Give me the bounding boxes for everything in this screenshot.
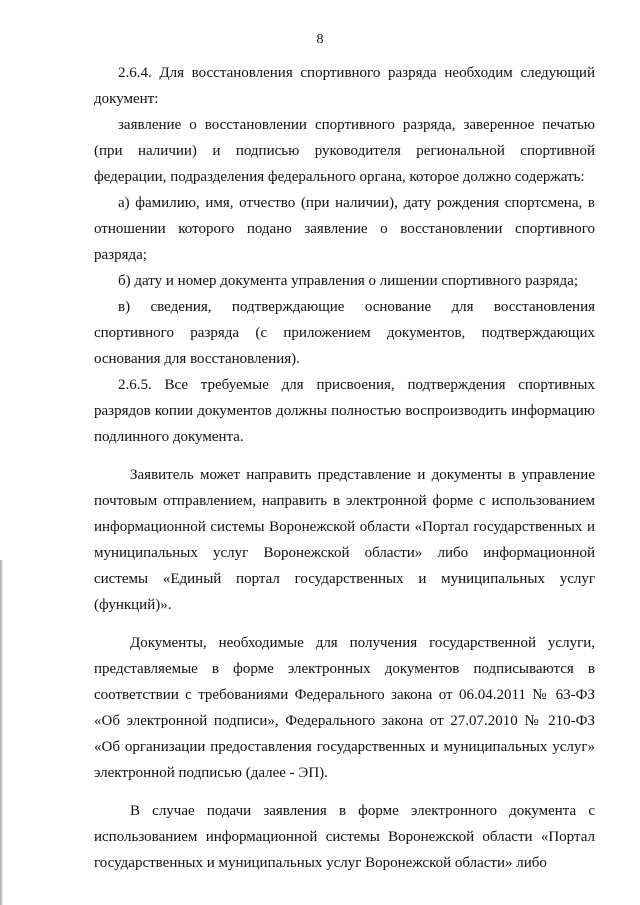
paragraph-2-6-5: 2.6.5. Все требуемые для присвоения, подтверждения спортивных разрядов копии документов должны полностью воспроизводить информацию подлинного документа. (94, 377, 595, 445)
list-item-b: б) дату и номер документа управления о лишении спортивного разряда; (118, 273, 579, 289)
paragraph-application-requirements: заявление о восстановлении спортивного разряда, заверенное печатью (при наличии) и подписью руководителя региональной спортивной федерации, подразделения федерального органа, которое должно содержать: (94, 117, 595, 185)
scan-edge-shadow (0, 560, 3, 905)
paragraph-2-6-4: 2.6.4. Для восстановления спортивного разряда необходим следующий документ: (94, 65, 595, 107)
list-item-a: а) фамилию, имя, отчество (при наличии), дату рождения спортсмена, в отношении которого подано заявление о восстановлении спортивного разряда; (94, 195, 595, 263)
paragraph-applicant-submission: Заявитель может направить представление и документы в управление почтовым отправлением, направить в электронной форме с использованием информационной системы Воронежской области «Портал государственных и муниципальных услуг Воронежской области» либо информационной системы «Единый портал государственных и муниципальных услуг (функций)». (94, 467, 595, 613)
document-body (94, 60, 595, 876)
list-item-v: в) сведения, подтверждающие основание для восстановления спортивного разряда (с приложением документов, подтверждающих основания для восстановления). (94, 299, 595, 367)
paragraph-electronic-application: В случае подачи заявления в форме электронного документа с использованием информационной системы Воронежской области «Портал государственных и муниципальных услуг Воронежской области» либо (94, 803, 595, 871)
page-number: 8 (316, 32, 324, 47)
paragraph-electronic-documents: Документы, необходимые для получения государственной услуги, представляемые в форме электронных документов подписываются в соответствии с требованиями Федерального закона от 06.04.2011 № 63-ФЗ «Об электронной подписи», Федерального закона от 27.07.2010 № 210-ФЗ «Об организации предоставления государственных и муниципальных услуг» электронной подписью (далее - ЭП). (94, 635, 595, 781)
